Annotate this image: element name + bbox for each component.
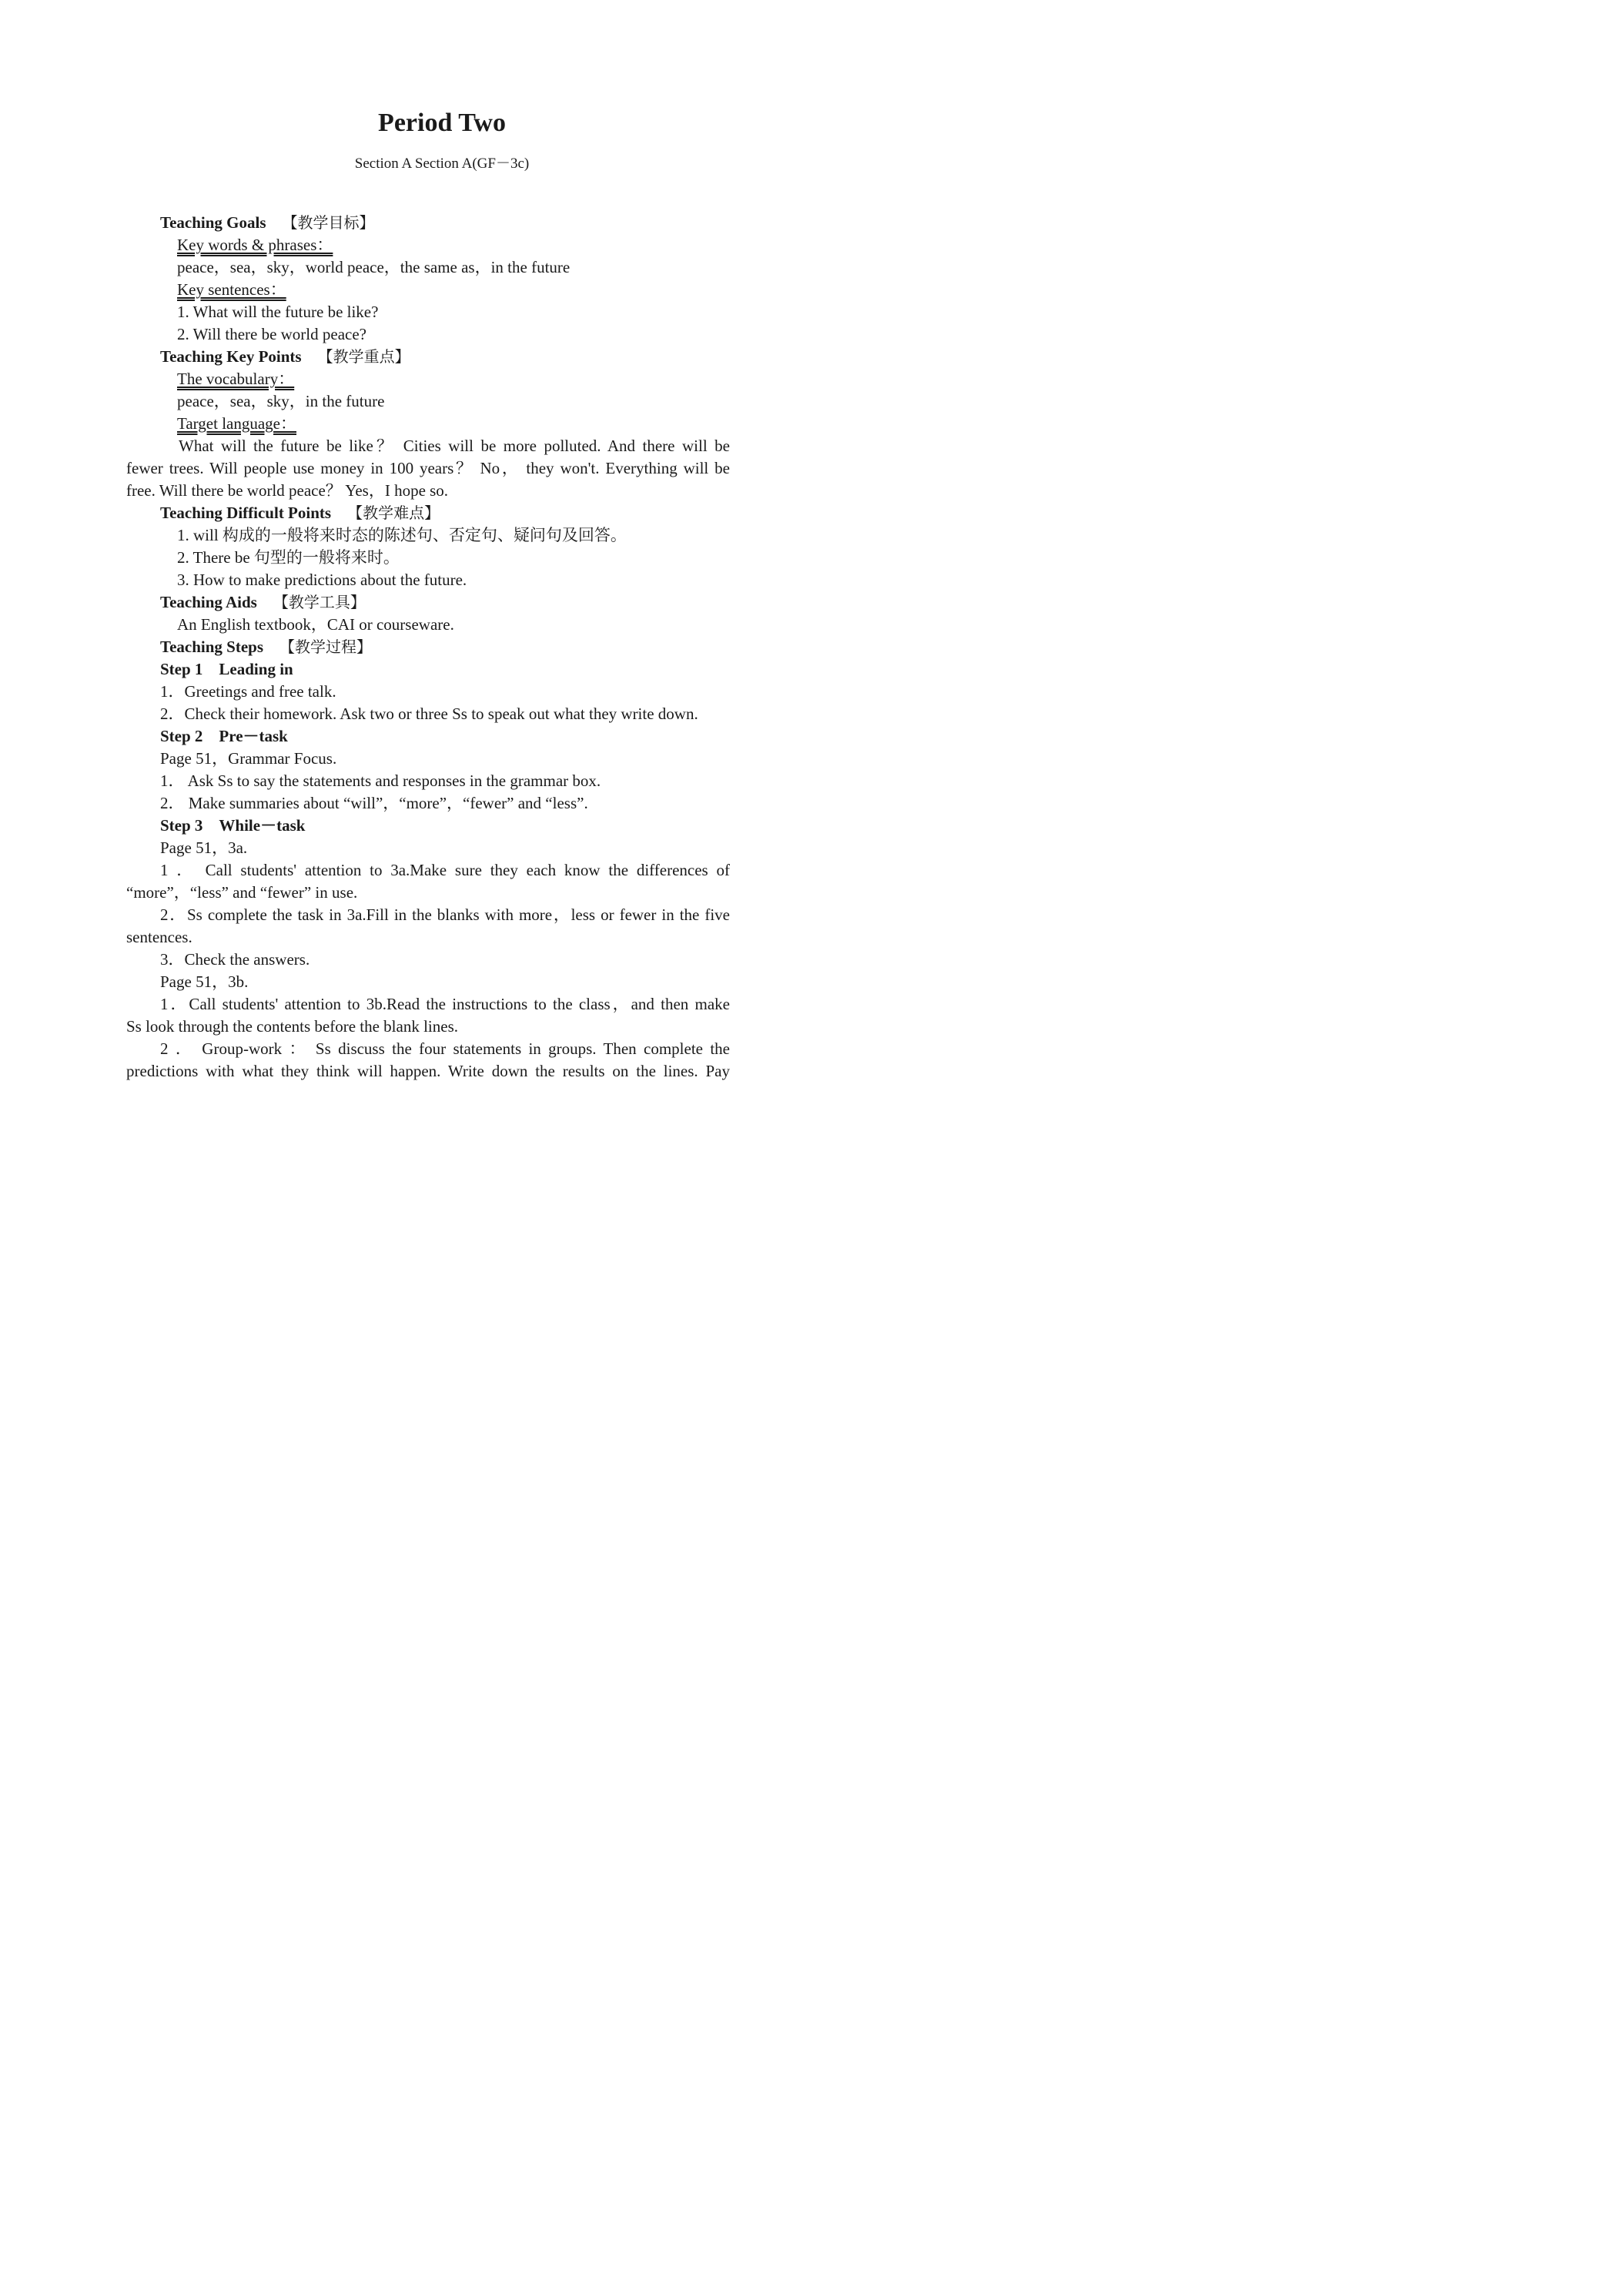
step-2-item-2: 2． Make summaries about “will”，“more”，“fewer” and “less”. bbox=[160, 794, 588, 812]
document-page bbox=[0, 0, 853, 1207]
target-language-label: Target language： bbox=[177, 414, 296, 433]
step-2-page: Page 51，Grammar Focus. bbox=[160, 749, 337, 768]
step-3-3a-item-2-line-1: 2．Ss complete the task in 3a.Fill in the blanks with more，less or fewer in the five bbox=[160, 905, 730, 924]
step-1-item-2: 2．Check their homework. Ask two or three Ss to speak out what they write down. bbox=[160, 705, 698, 723]
step-3-page-3b: Page 51，3b. bbox=[160, 972, 249, 991]
teaching-goals-heading: Teaching Goals 【教学目标】 bbox=[160, 213, 375, 232]
step-3-3a-item-3: 3．Check the answers. bbox=[160, 950, 310, 969]
key-words-label: Key words & phrases： bbox=[177, 236, 333, 254]
step-1-item-1: 1．Greetings and free talk. bbox=[160, 682, 336, 701]
step-3-3b-item-1-line-2: Ss look through the contents before the blank lines. bbox=[126, 1017, 459, 1036]
vocabulary-label: The vocabulary： bbox=[177, 370, 295, 388]
key-words-text: peace，sea，sky，world peace，the same as，in the future bbox=[177, 258, 571, 276]
page-title: Period Two bbox=[378, 109, 506, 137]
difficult-points-heading: Teaching Difficult Points 【教学难点】 bbox=[160, 504, 440, 522]
step-3-3b-item-2-line-1: 2 ． Group-work ： Ss discuss the four statements in groups. Then complete the bbox=[160, 1039, 730, 1058]
key-sentence-2: 2. Will there be world peace? bbox=[177, 325, 366, 343]
step-3-3a-item-1-line-2: “more”，“less” and “fewer” in use. bbox=[126, 883, 358, 902]
aids-heading: Teaching Aids 【教学工具】 bbox=[160, 593, 366, 611]
target-language-line-3: free. Will there be world peace？ Yes，I hope so. bbox=[126, 481, 449, 500]
step-3-page-3a: Page 51，3a. bbox=[160, 838, 248, 857]
key-sentence-1: 1. What will the future be like? bbox=[177, 303, 379, 321]
step-3-heading: Step 3 While－task bbox=[160, 816, 306, 835]
step-3-3a-item-1-line-1: 1 ． Call students' attention to 3a.Make sure they each know the differences of bbox=[160, 861, 730, 879]
step-3-3b-item-1-line-1: 1．Call students' attention to 3b.Read the instructions to the class，and then make bbox=[160, 995, 730, 1013]
page-subtitle: Section A Section A(GF－3c) bbox=[354, 156, 530, 172]
target-language-line-1: What will the future be like？ Cities will be more polluted. And there will be bbox=[179, 437, 730, 455]
steps-heading: Teaching Steps 【教学过程】 bbox=[160, 638, 373, 656]
step-1-heading: Step 1 Leading in bbox=[160, 660, 293, 678]
aids-text: An English textbook，CAI or courseware. bbox=[177, 615, 454, 634]
difficult-point-3: 3. How to make predictions about the future. bbox=[177, 571, 467, 589]
key-points-heading: Teaching Key Points 【教学重点】 bbox=[160, 347, 410, 366]
step-2-heading: Step 2 Pre－task bbox=[160, 727, 288, 745]
key-sentences-label: Key sentences： bbox=[177, 280, 286, 299]
difficult-point-1: 1. will 构成的一般将来时态的陈述句、否定句、疑问句及回答。 bbox=[177, 526, 627, 544]
step-2-item-1: 1． Ask Ss to say the statements and responses in the grammar box. bbox=[160, 771, 601, 790]
vocabulary-text: peace，sea，sky，in the future bbox=[177, 392, 385, 410]
difficult-point-2: 2. There be 句型的一般将来时。 bbox=[177, 548, 400, 567]
target-language-line-2: fewer trees. Will people use money in 100 years？ No， they won't. Everything will be bbox=[126, 459, 730, 477]
step-3-3a-item-2-line-2: sentences. bbox=[126, 928, 192, 946]
step-3-3b-item-2-line-2: predictions with what they think will happen. Write down the results on the lines. Pay bbox=[126, 1062, 730, 1080]
